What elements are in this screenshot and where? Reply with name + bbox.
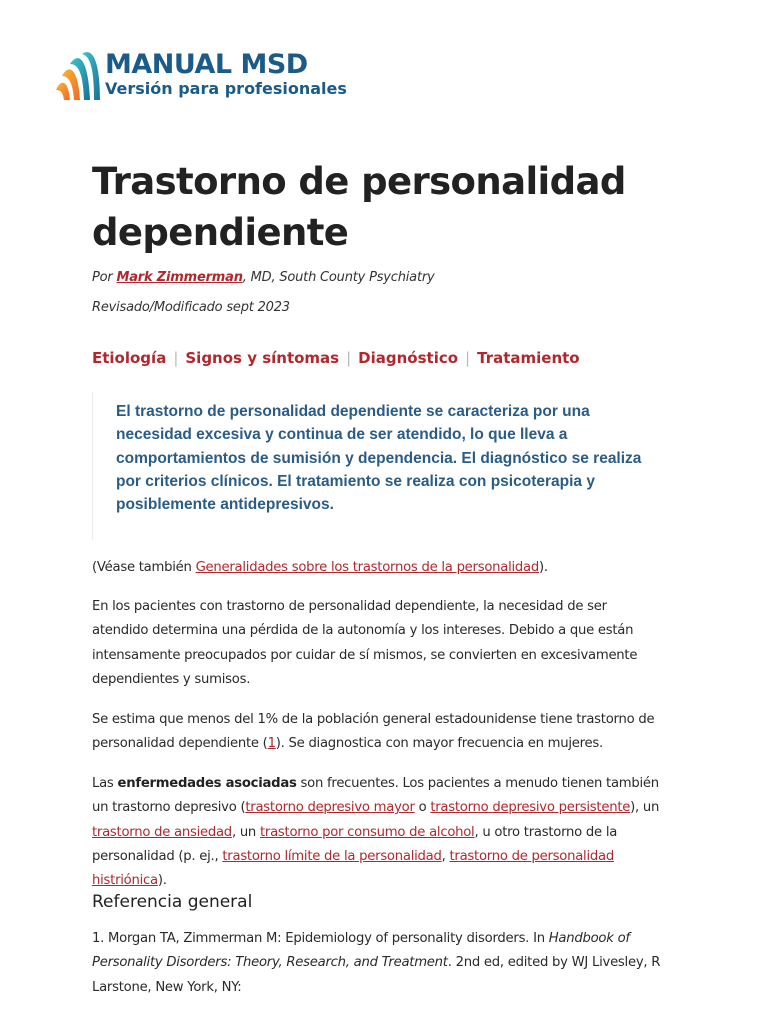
brand-title: MANUAL MSD (105, 49, 308, 80)
see-also-prefix: (Véase también (92, 560, 196, 575)
prevalence-text: Se estima que menos del 1% de la población general estadounidense tiene trastorno de personalidad dependiente ( (92, 712, 655, 752)
text-segment: ), un (630, 800, 660, 816)
site-logo[interactable] (54, 48, 354, 104)
paragraph-prevalence (92, 708, 662, 757)
text-segment: , (441, 848, 450, 864)
toc-separator: | (173, 349, 179, 367)
reference-text: 1. Morgan TA, Zimmerman M: Epidemiology of personality disorders. In (92, 931, 549, 946)
bold-term: enfermedades asociadas (117, 776, 297, 791)
msd-logo-icon (54, 50, 102, 102)
paragraph-comorbidities (92, 772, 662, 893)
reference-book-title: Handbook of Personality Disorders: Theory, Research, and Treatment (92, 931, 630, 971)
link-consumo-alcohol[interactable]: trastorno por consumo de alcohol (259, 824, 475, 840)
text-segment: o (414, 800, 431, 816)
link-trastorno-depresivo-persistente[interactable]: trastorno depresivo persistente (430, 800, 631, 816)
summary-box (92, 392, 652, 540)
byline-prefix: Por (92, 270, 113, 285)
text-segment: , un (231, 824, 260, 840)
byline (92, 269, 434, 287)
toc-link-tratamiento[interactable]: Tratamiento (477, 349, 580, 367)
author-link[interactable]: Mark Zimmerman (116, 270, 243, 285)
brand-subtitle: Versión para profesionales (105, 79, 347, 98)
reference-item-1 (92, 927, 702, 1000)
author-affiliation: , MD, South County Psychiatry (242, 270, 435, 285)
prevalence-text-end: ). Se diagnostica con mayor frecuencia en mujeres. (275, 736, 603, 752)
see-also-link[interactable]: Generalidades sobre los trastornos de la personalidad (195, 560, 539, 575)
see-also-suffix: ). (539, 560, 548, 575)
references-heading: Referencia general (92, 892, 253, 912)
link-trastorno-depresivo-mayor[interactable]: trastorno depresivo mayor (245, 800, 415, 816)
toc-separator: | (465, 349, 471, 367)
section-nav (92, 347, 580, 369)
toc-link-etiologia[interactable]: Etiología (92, 349, 167, 367)
link-trastorno-limite[interactable]: trastorno límite de la personalidad (222, 848, 442, 864)
summary-text: El trastorno de personalidad dependiente se caracteriza por una necesidad excesiva y continua de ser atendido, lo que lleva a comportamientos de sumisión y dependencia. El diagnóstico se realiza por criterios clínicos. El tratamiento se realiza con psicoterapia y posiblemente antidepresivos. (116, 403, 642, 514)
toc-separator: | (346, 349, 352, 367)
reference-text-end: . 2nd ed, edited by WJ Livesley, R Larstone, New York, NY: (92, 955, 661, 995)
toc-link-diagnostico[interactable]: Diagnóstico (358, 349, 459, 367)
text-segment: ). (157, 873, 167, 889)
text-segment: , u otro trastorno de la personalidad (p. ej., (92, 824, 618, 864)
reference-link-1[interactable]: 1 (267, 736, 276, 752)
paragraph-intro: En los pacientes con trastorno de personalidad dependiente, la necesidad de ser atendido determina una pérdida de la autonomía y los intereses. Debido a que están intensamente preocupados por cuidar de sí mismos, se convierten en excesivamente dependientes y sumisos. (92, 599, 638, 687)
text-segment: son frecuentes. Los pacientes a menudo tienen también un trastorno depresivo ( (92, 776, 659, 816)
see-also (92, 556, 662, 580)
link-trastorno-ansiedad[interactable]: trastorno de ansiedad (92, 824, 232, 840)
link-personalidad-histrionica[interactable]: trastorno de personalidad histriónica (92, 848, 614, 889)
page-title: Trastorno de personalidad dependiente (92, 160, 626, 254)
text-segment: Las (92, 776, 118, 791)
revised-date: Revisado/Modificado sept 2023 (92, 300, 290, 315)
toc-link-signos[interactable]: Signos y síntomas (185, 349, 340, 367)
